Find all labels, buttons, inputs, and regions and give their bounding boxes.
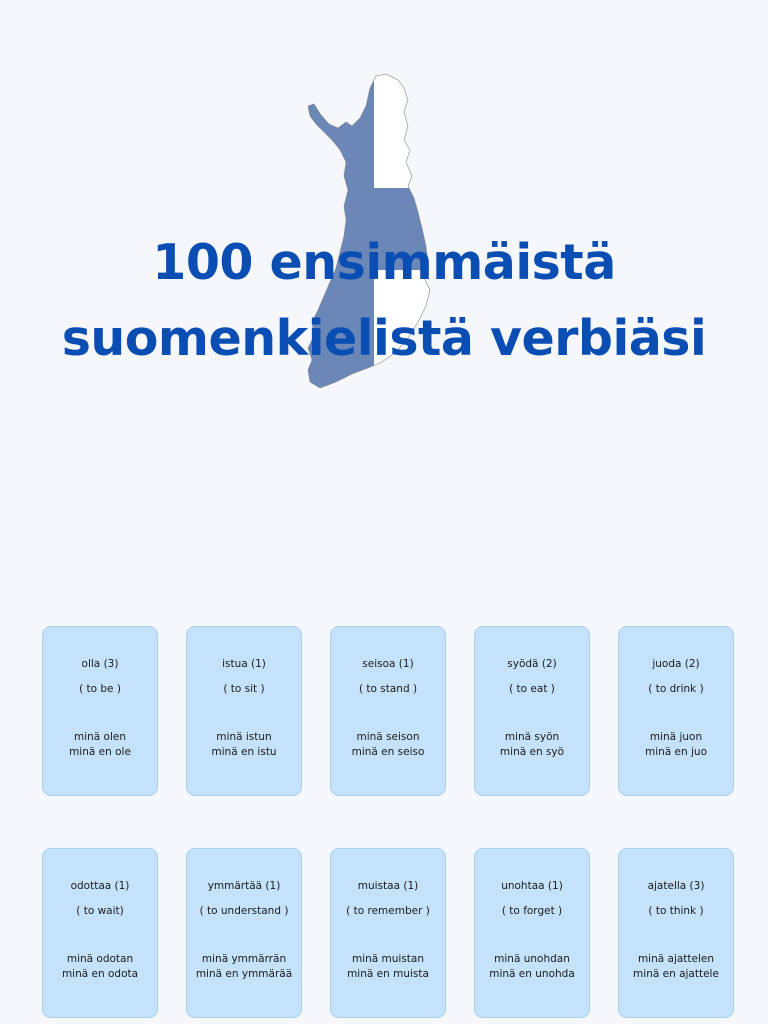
verb-negative-form: minä en syö [499, 746, 565, 758]
verb-negative-form: minä en istu [211, 746, 277, 758]
verb-positive-form: minä juon [649, 731, 703, 743]
verb-negative-form: minä en ole [69, 746, 131, 758]
verb-translation: ( to eat ) [509, 683, 555, 695]
verb-positive-form: minä istun [216, 731, 272, 743]
verb-negative-form: minä en ajattele [633, 968, 719, 980]
verb-card [618, 848, 734, 1018]
verb-positive-form: minä syön [504, 731, 560, 743]
verb-translation: ( to wait) [76, 905, 124, 917]
verb-positive-form: minä olen [73, 731, 127, 743]
verb-infinitive: odottaa (1) [70, 880, 130, 892]
verb-translation: ( to remember ) [346, 905, 430, 917]
verb-card [186, 626, 302, 796]
verb-infinitive: ajatella (3) [647, 880, 705, 892]
verb-infinitive: juoda (2) [652, 658, 700, 670]
verb-negative-form: minä en seiso [351, 746, 425, 758]
verb-positive-form: minä seison [356, 731, 420, 743]
verb-infinitive: seisoa (1) [362, 658, 414, 670]
verb-card [618, 626, 734, 796]
verb-translation: ( to think ) [648, 905, 704, 917]
verb-card [42, 848, 158, 1018]
verb-card [474, 848, 590, 1018]
verb-negative-form: minä en juo [644, 746, 708, 758]
verb-translation: ( to forget ) [501, 905, 563, 917]
verb-infinitive: istua (1) [222, 658, 266, 670]
verb-positive-form: minä muistan [351, 953, 425, 965]
verb-card [42, 626, 158, 796]
verb-card [330, 848, 446, 1018]
verb-positive-form: minä ajattelen [637, 953, 715, 965]
verb-translation: ( to understand ) [199, 905, 289, 917]
title-line-2: suomenkielistä verbiäsi [61, 309, 707, 367]
verb-negative-form: minä en unohda [489, 968, 575, 980]
verb-infinitive: syödä (2) [507, 658, 557, 670]
verb-translation: ( to be ) [79, 683, 121, 695]
page-title [0, 225, 768, 377]
verb-negative-form: minä en ymmärää [195, 968, 293, 980]
verb-positive-form: minä ymmärrän [201, 953, 287, 965]
verb-card [186, 848, 302, 1018]
verb-positive-form: minä unohdan [494, 953, 570, 965]
verb-infinitive: muistaa (1) [357, 880, 419, 892]
verb-translation: ( to drink ) [648, 683, 704, 695]
verb-infinitive: olla (3) [81, 658, 119, 670]
verb-translation: ( to stand ) [358, 683, 418, 695]
verb-infinitive: unohtaa (1) [501, 880, 563, 892]
verb-translation: ( to sit ) [223, 683, 265, 695]
verb-positive-form: minä odotan [66, 953, 134, 965]
verb-infinitive: ymmärtää (1) [207, 880, 281, 892]
verb-negative-form: minä en odota [61, 968, 139, 980]
verb-card [330, 626, 446, 796]
title-line-1: 100 ensimmäistä [152, 233, 616, 291]
verb-negative-form: minä en muista [347, 968, 429, 980]
verb-card [474, 626, 590, 796]
